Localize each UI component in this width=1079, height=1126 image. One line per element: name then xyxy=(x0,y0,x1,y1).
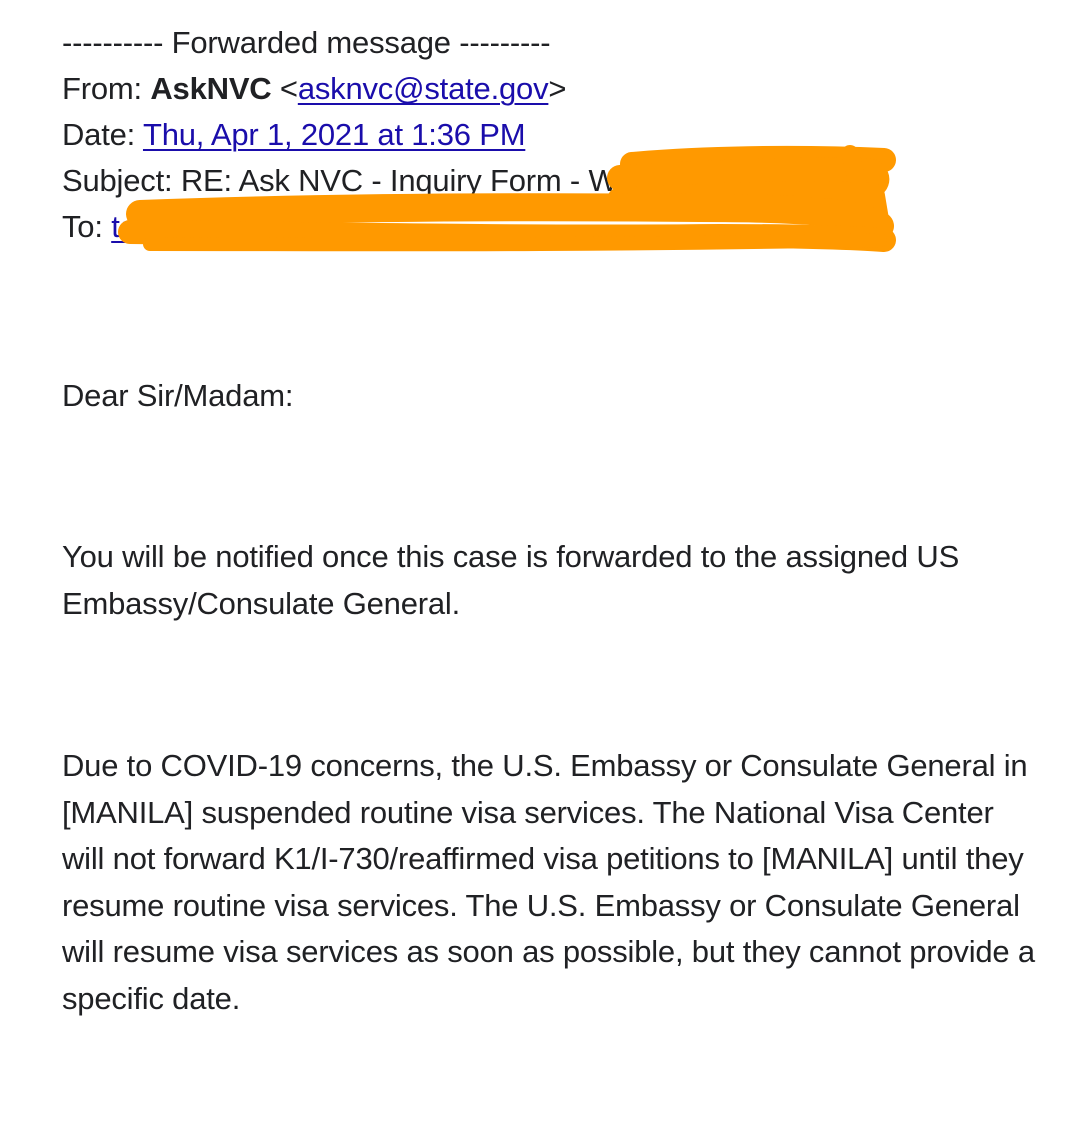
redaction-stroke-3 xyxy=(850,154,862,200)
from-label: From: xyxy=(62,71,142,106)
date-line xyxy=(62,112,525,158)
from-line xyxy=(62,66,566,112)
redaction-stroke-6 xyxy=(130,232,884,240)
sender-name: AskNVC xyxy=(150,71,272,106)
sender-email-link[interactable]: asknvc@state.gov xyxy=(297,71,549,106)
email-open-bracket: < xyxy=(279,71,298,106)
redaction-stroke-7 xyxy=(150,240,880,244)
redaction-stroke-1 xyxy=(632,158,884,164)
to-line xyxy=(62,204,137,250)
date-label: Date: xyxy=(62,117,136,152)
to-label: To: xyxy=(62,209,103,244)
paragraph-notification: You will be notified once this case is forwarded to the assigned US Embassy/Consulate General. xyxy=(62,539,960,621)
redaction-stroke-2 xyxy=(620,171,876,196)
subject-value: RE: Ask NVC - Inquiry Form - W xyxy=(180,163,618,198)
redaction-stroke-5 xyxy=(140,207,880,226)
greeting: Dear Sir/Madam: xyxy=(62,378,294,413)
forwarded-message-line: ---------- Forwarded message --------- xyxy=(62,25,551,60)
paragraph-covid-notice: Due to COVID-19 concerns, the U.S. Embassy or Consulate General in [MANILA] suspended routine visa services. The National Visa Center will not forward K1/I-730/reaffirmed visa petitions to [MANILA] until they resume routine visa services. The U.S. Embassy or Consulate General will resume visa services as soon as possible, but they cannot provide a specific date. xyxy=(62,748,1035,1016)
recipient-email-link[interactable]: ta xyxy=(111,209,137,244)
date-link[interactable]: Thu, Apr 1, 2021 at 1:36 PM xyxy=(142,117,526,152)
subject-label: Subject: xyxy=(62,163,173,198)
subject-line xyxy=(62,158,618,204)
redaction-stroke-4 xyxy=(620,194,878,232)
email-close-bracket: > xyxy=(548,71,567,106)
